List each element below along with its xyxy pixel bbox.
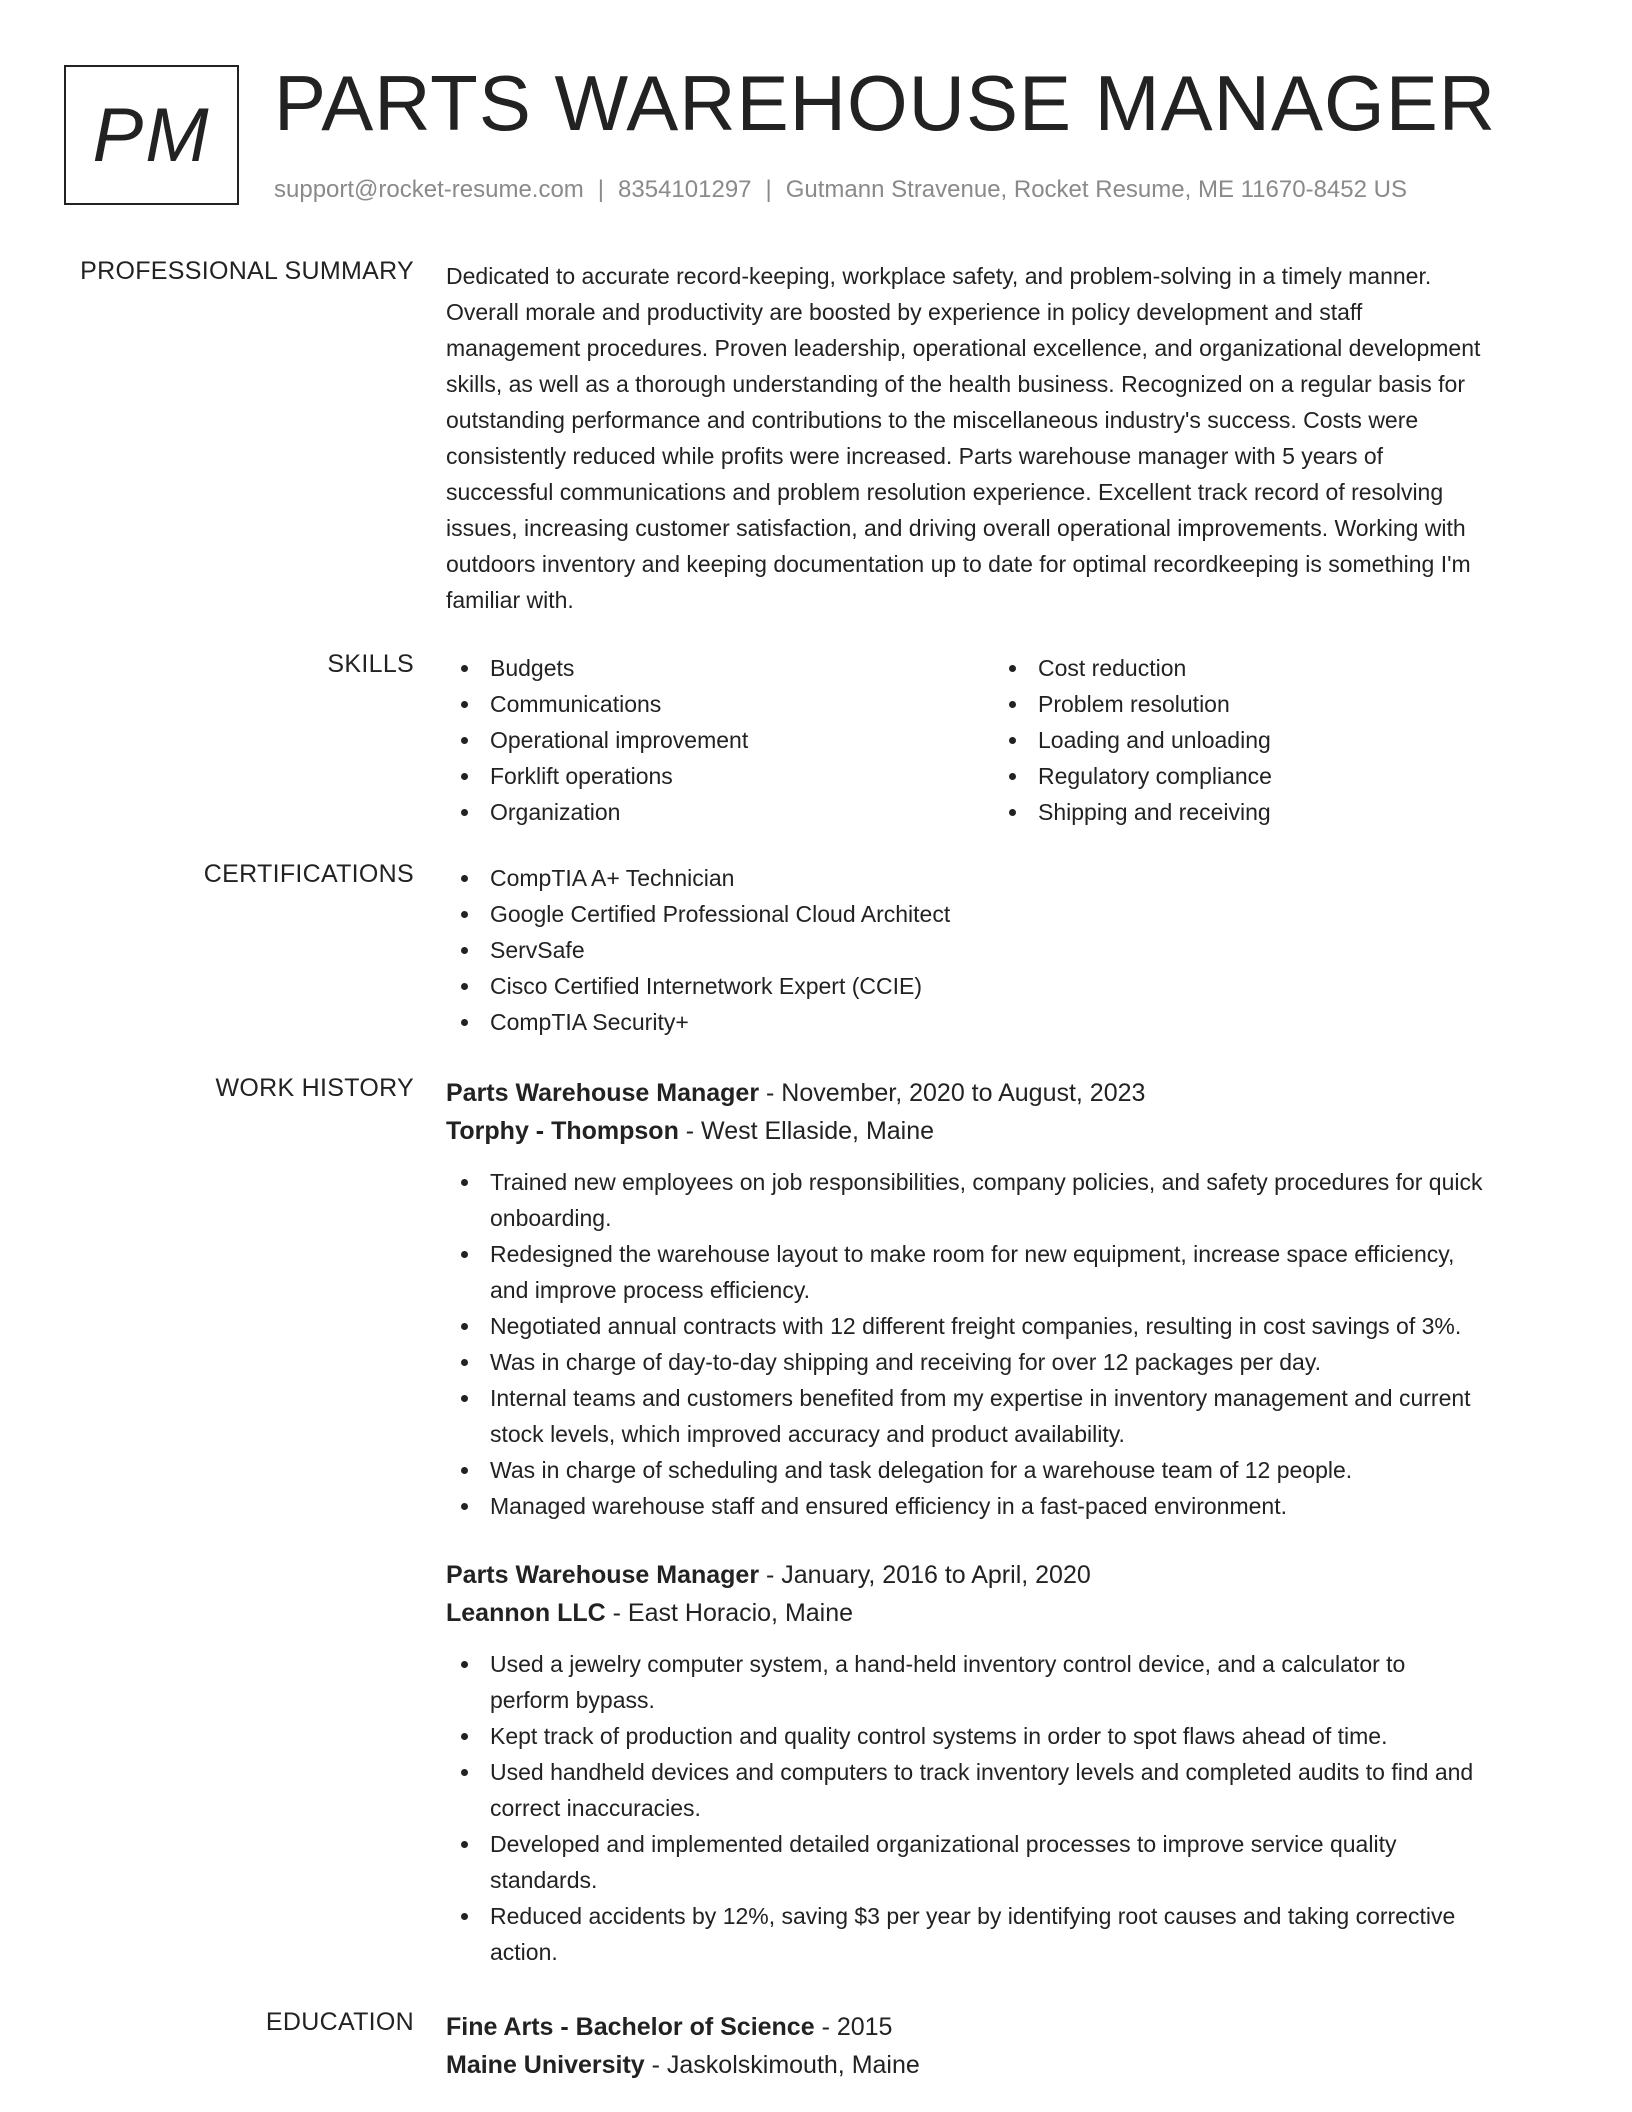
job-location: - West Ellaside, Maine [678, 1117, 935, 1145]
summary-line: familiar with. [446, 587, 574, 613]
job-company-line [446, 1112, 1561, 1150]
summary-line: outstanding performance and contributions to the miscellaneous industry's success. Costs were [446, 407, 1419, 433]
summary-line: consistently reduced while profits were increased. Parts warehouse manager with 5 years of [446, 443, 1384, 469]
summary-line: outdoors inventory and keeping documentation up to date for optimal recordkeeping is something I'm [446, 551, 1471, 577]
school-name: Maine University [446, 2051, 645, 2079]
job-company: Leannon LLC [446, 1599, 606, 1627]
job-bullet: Developed and implemented detailed organizational processes to improve service quality standards. [446, 1826, 1561, 1898]
skill-item: Cost reduction [994, 650, 1542, 686]
job-entry [446, 1556, 1561, 1970]
section-label-work-history: WORK HISTORY [215, 1074, 414, 1102]
job-bullet: Was in charge of day-to-day shipping and receiving for over 12 packages per day. [446, 1344, 1561, 1380]
summary-line: Overall morale and productivity are boosted by experience in policy development and staff [446, 299, 1363, 325]
job-company-line [446, 1594, 1561, 1632]
skills-list [446, 650, 1561, 830]
certifications-list [446, 860, 1561, 1040]
skill-item: Forklift operations [446, 758, 994, 794]
summary-line: successful communications and problem resolution experience. Excellent track record of resolving [446, 479, 1444, 505]
job-location: - East Horacio, Maine [605, 1599, 854, 1627]
summary-line: issues, increasing customer satisfaction, and driving overall operational improvements. Working with [446, 515, 1466, 541]
contact-separator: | [765, 176, 772, 203]
certification-item: Google Certified Professional Cloud Architect [446, 896, 1561, 932]
degree: Fine Arts - Bachelor of Science [446, 2013, 815, 2041]
job-bullet: Internal teams and customers benefited from my expertise in inventory management and current stock levels, which improved accuracy and product availability. [446, 1380, 1561, 1452]
job-title-line [446, 1556, 1561, 1594]
job-title-line [446, 1074, 1561, 1112]
certification-item: ServSafe [446, 932, 1561, 968]
job-bullet: Kept track of production and quality control systems in order to spot flaws ahead of time. [446, 1718, 1561, 1754]
skill-item: Problem resolution [994, 686, 1542, 722]
summary-line: skills, as well as a thorough understanding of the health business. Recognized on a regular basis for [446, 371, 1465, 397]
section-label-education: EDUCATION [265, 2008, 414, 2036]
job-bullet: Reduced accidents by 12%, saving $3 per year by identifying root causes and taking corrective action. [446, 1898, 1561, 1970]
section-label-skills: SKILLS [327, 650, 414, 678]
skill-item: Operational improvement [446, 722, 994, 758]
skill-item: Budgets [446, 650, 994, 686]
job-bullet: Used handheld devices and computers to track inventory levels and completed audits to find and correct inaccuracies. [446, 1754, 1561, 1826]
contact-separator: | [597, 176, 605, 203]
certification-item: Cisco Certified Internetwork Expert (CCIE) [446, 968, 1561, 1004]
monogram: PM [64, 65, 239, 205]
skill-item: Organization [446, 794, 994, 830]
job-bullets [446, 1646, 1561, 1970]
job-dates: - January, 2016 to April, 2020 [759, 1561, 1091, 1589]
job-dates: - November, 2020 to August, 2023 [759, 1079, 1146, 1107]
job-title: Parts Warehouse Manager [446, 1561, 760, 1589]
summary-line: Dedicated to accurate record-keeping, workplace safety, and problem-solving in a timely manner. [446, 263, 1432, 289]
page-title: PARTS WAREHOUSE MANAGER [274, 59, 1497, 147]
summary-text [446, 258, 1561, 618]
job-bullet: Redesigned the warehouse layout to make room for new equipment, increase space efficiency, and improve process efficiency. [446, 1236, 1561, 1308]
skills-column-right [994, 650, 1542, 830]
contact-address: Gutmann Stravenue, Rocket Resume, ME 11670-8452 US [785, 176, 1407, 203]
job-company: Torphy - Thompson [446, 1117, 679, 1145]
school-line [446, 2046, 1561, 2084]
degree-line [446, 2008, 1561, 2046]
contact-line [274, 176, 1407, 204]
job-bullet: Was in charge of scheduling and task delegation for a warehouse team of 12 people. [446, 1452, 1561, 1488]
summary-line: management procedures. Proven leadership, operational excellence, and organizational development [446, 335, 1481, 361]
job-title: Parts Warehouse Manager [446, 1079, 760, 1107]
job-bullet: Managed warehouse staff and ensured efficiency in a fast-paced environment. [446, 1488, 1561, 1524]
skill-item: Loading and unloading [994, 722, 1542, 758]
skill-item: Shipping and receiving [994, 794, 1542, 830]
section-label-certifications: CERTIFICATIONS [203, 860, 414, 888]
education-entry [446, 2008, 1561, 2084]
skill-item: Regulatory compliance [994, 758, 1542, 794]
contact-email[interactable]: support@rocket-resume.com [274, 176, 584, 203]
section-label-summary: PROFESSIONAL SUMMARY [80, 257, 414, 285]
job-bullets [446, 1164, 1561, 1524]
job-bullet: Negotiated annual contracts with 12 different freight companies, resulting in cost savings of 3%. [446, 1308, 1561, 1344]
skill-item: Communications [446, 686, 994, 722]
skills-column-left [446, 650, 994, 830]
certification-item: CompTIA Security+ [446, 1004, 1561, 1040]
job-bullet: Trained new employees on job responsibilities, company policies, and safety procedures for quick onboarding. [446, 1164, 1561, 1236]
contact-phone[interactable]: 8354101297 [618, 176, 752, 203]
certification-item: CompTIA A+ Technician [446, 860, 1561, 896]
graduation-year: - 2015 [814, 2013, 893, 2041]
school-location: - Jaskolskimouth, Maine [644, 2051, 920, 2079]
job-bullet: Used a jewelry computer system, a hand-held inventory control device, and a calculator to perform bypass. [446, 1646, 1561, 1718]
job-entry [446, 1074, 1561, 1524]
